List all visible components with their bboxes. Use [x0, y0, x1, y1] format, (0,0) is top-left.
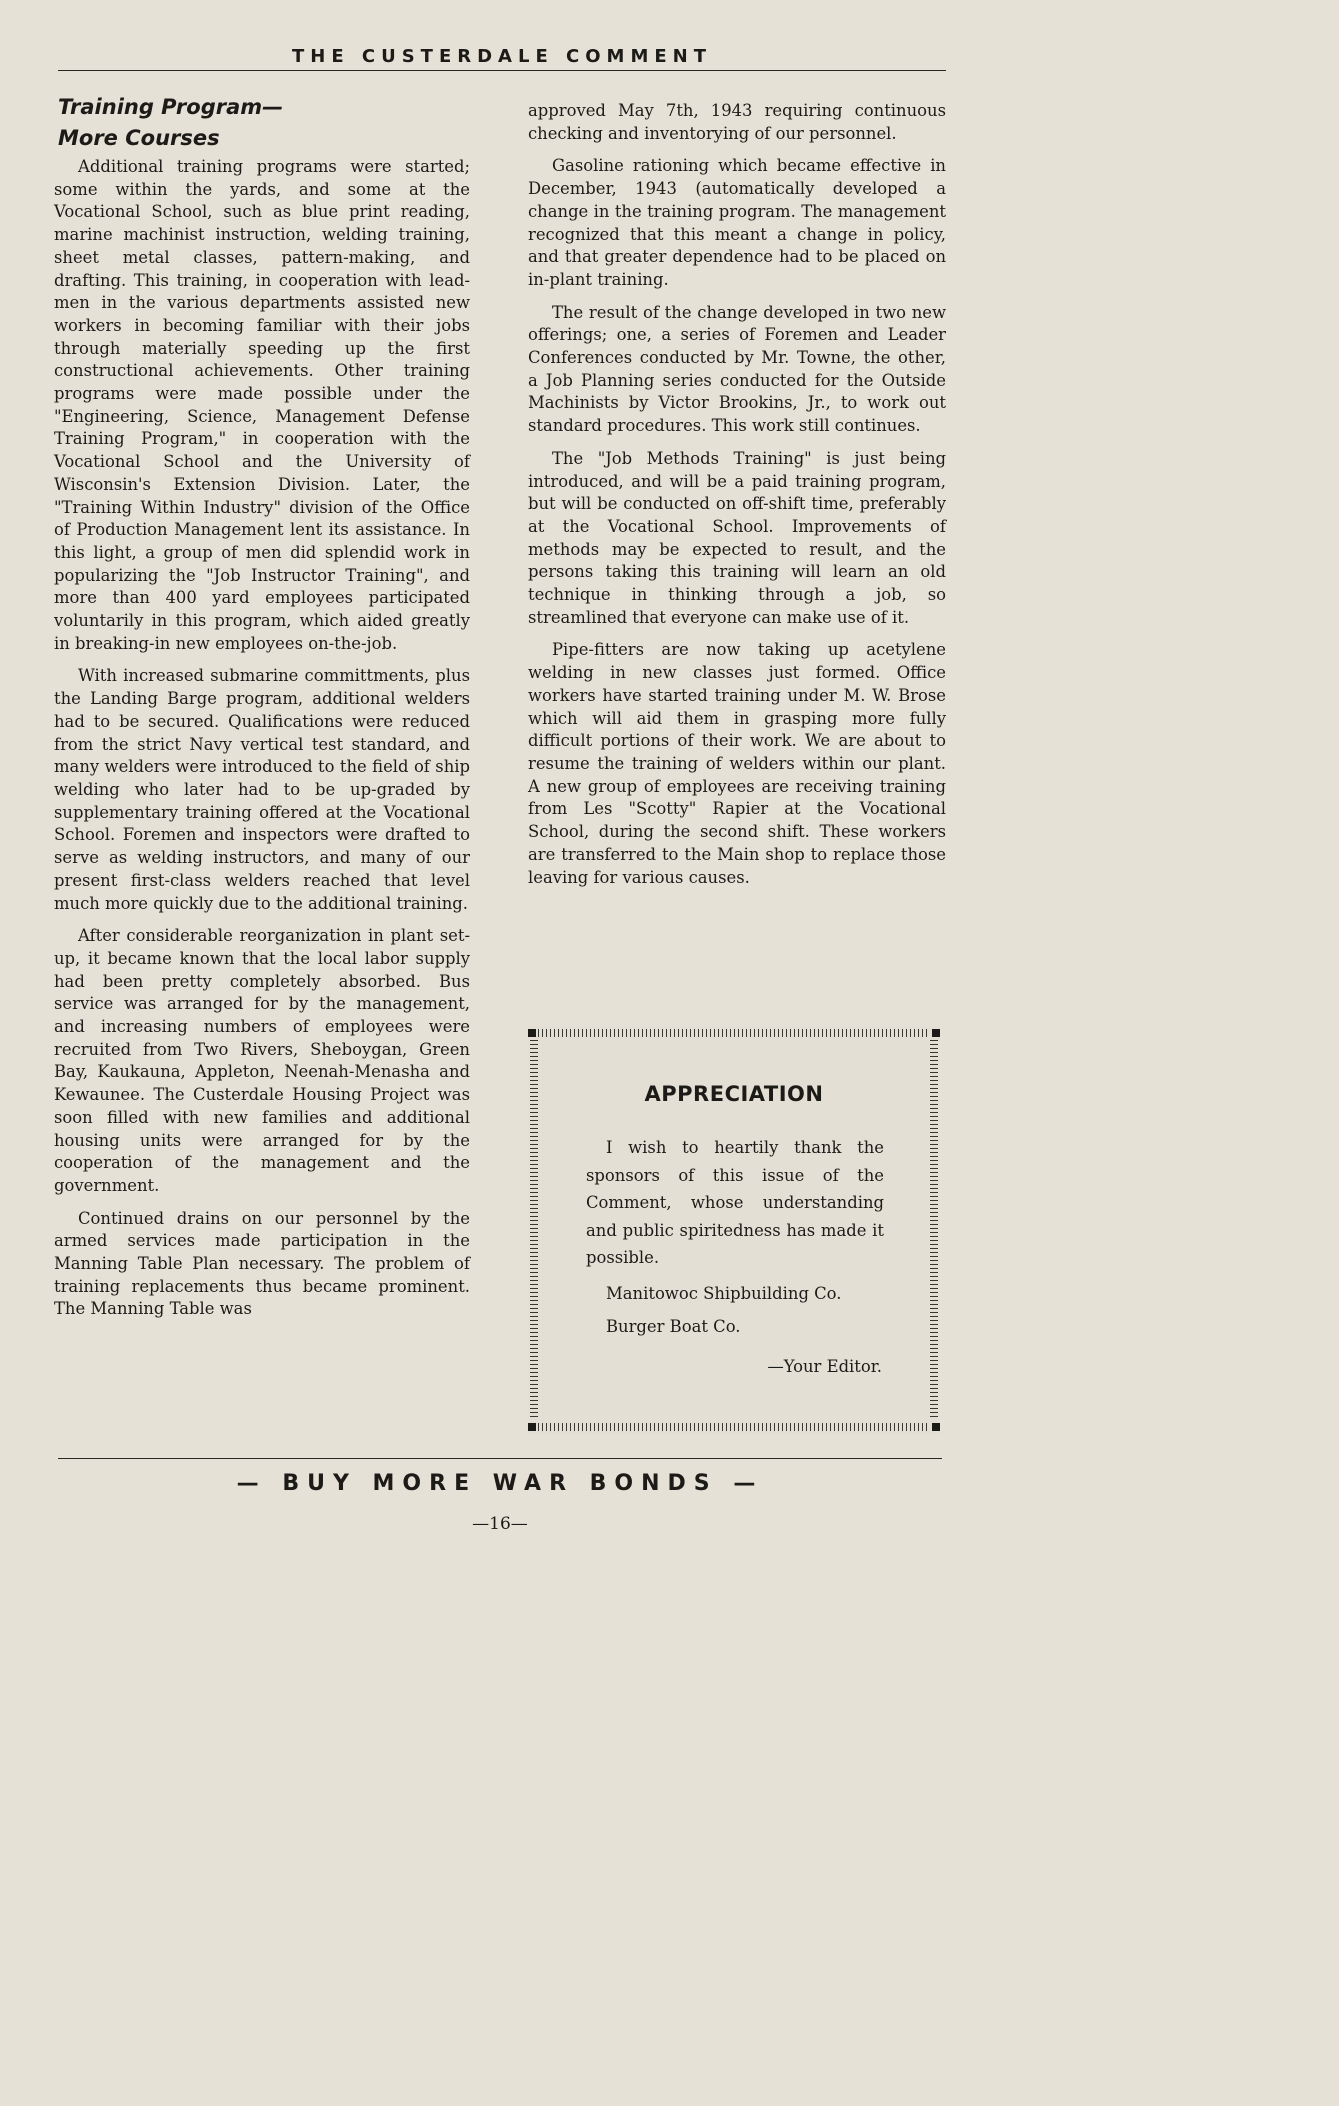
article-paragraph-6: The result of the change developed in two new offerings; one, a series of Foremen and Leader Conferences conducted by Mr. Towne, the other, a Job Planning series conducted for the Outside Machinists by Victor Brookins, Jr., to work out standard procedures. This work still continues. — [528, 302, 946, 436]
box-corner-bottom-left — [528, 1423, 536, 1431]
article-paragraph-7: The "Job Methods Training" is just being introduced, and will be a paid training program, but will be conducted on off-shift time, preferably at the Vocational School. Improvements of methods may be expected to result, and the persons taking this training will learn an old technique in thinking through a job, so streamlined that everyone can make use of it. — [528, 448, 946, 627]
box-corner-bottom-right — [932, 1423, 940, 1431]
right-column — [528, 100, 946, 899]
article-heading-line1: Training Program— — [58, 95, 284, 119]
article-paragraph-1: Additional training programs were started; some within the yards, and some at the Vocational School, such as blue print reading, marine machinist instruction, welding training, sheet metal classes, pattern-making, and drafting. This training, in cooperation with lead-men in the various departments assisted new workers in becoming familiar with their jobs through materially speeding up the first constructional achievements. Other training programs were made possible under the "Engineering, Science, Management Defense Training Program," in cooperation with the Vocational School and the University of Wisconsin's Extension Division. Later, the "Training Within Industry" division of the Office of Production Management lent its assistance. In this light, a group of men did splendid work in popularizing the "Job Instructor Training", and more than 400 yard employees participated voluntarily in this program, which aided greatly in breaking-in new employees on-the-job. — [54, 157, 470, 653]
masthead-rule — [58, 70, 946, 71]
article-paragraph-3: After considerable reorganization in plant set-up, it became known that the local labor supply had been pretty completely absorbed. Bus service was arranged for by the management, and increasing numbers of employees were recruited from Two Rivers, Sheboygan, Green Bay, Kaukauna, Appleton, Neenah-Menasha and Kewaunee. The Custerdale Housing Project was soon filled with new families and additional housing units were arranged for by the cooperation of the management and the government. — [54, 926, 470, 1195]
sponsor-1: Manitowoc Shipbuilding Co. — [606, 1284, 842, 1303]
article-heading — [58, 92, 470, 154]
article-paragraph-8: Pipe-fitters are now taking up acetylene welding in new classes just formed. Office workers have started training under M. W. Brose which will aid them in grasping more fully difficult portions of their work. We are about to resume the training of welders within our plant. A new group of employees are receiving training from Les "Scotty" Rapier at the Vocational School, during the second shift. These workers are transferred to the Main shop to replace those leaving for various causes. — [528, 640, 946, 887]
appreciation-text-block — [586, 1134, 884, 1272]
box-border-top — [538, 1029, 930, 1037]
sponsor-2: Burger Boat Co. — [606, 1317, 741, 1336]
footer-rule — [58, 1458, 942, 1459]
page-number: —16— — [472, 1514, 528, 1534]
masthead-title: THE CUSTERDALE COMMENT — [291, 46, 712, 67]
appreciation-title: APPRECIATION — [644, 1082, 824, 1106]
article-paragraph-2: With increased submarine committments, plus the Landing Barge program, additional welders had to be secured. Qualifications were reduced from the strict Navy vertical test standard, and many welders were introduced to the field of ship welding who later had to be up-graded by supplementary training offered at the Vocational School. Foremen and inspectors were drafted to serve as welding instructors, and many of our present first-class welders reached that level much more quickly due to the additional training. — [54, 666, 470, 913]
appreciation-text: I wish to heartily thank the sponsors of this issue of the Comment, whose understanding and public spiritedness has made it possible. — [586, 1138, 884, 1267]
article-paragraph-5: Gasoline rationing which became effective in December, 1943 (automatically developed a change in the training program. The management recognized that this meant a change in policy, and that greater dependence had to be placed on in-plant training. — [528, 156, 946, 289]
article-heading-line2: More Courses — [58, 126, 220, 150]
footer-slogan: — BUY MORE WAR BONDS — — [236, 1471, 764, 1496]
box-corner-top-left — [528, 1029, 536, 1037]
box-corner-top-right — [932, 1029, 940, 1037]
box-border-bottom — [538, 1423, 930, 1431]
appreciation-box — [528, 1026, 940, 1434]
article-paragraph-4: Continued drains on our personnel by the armed services made participation in the Manning Table Plan necessary. The problem of training replacements thus became prominent. The Manning Table was — [54, 1208, 470, 1319]
left-column — [54, 92, 470, 1331]
editor-signature: —Your Editor. — [767, 1357, 882, 1376]
article-continuation: approved May 7th, 1943 requiring continuous checking and inventorying of our personnel. — [528, 101, 946, 143]
